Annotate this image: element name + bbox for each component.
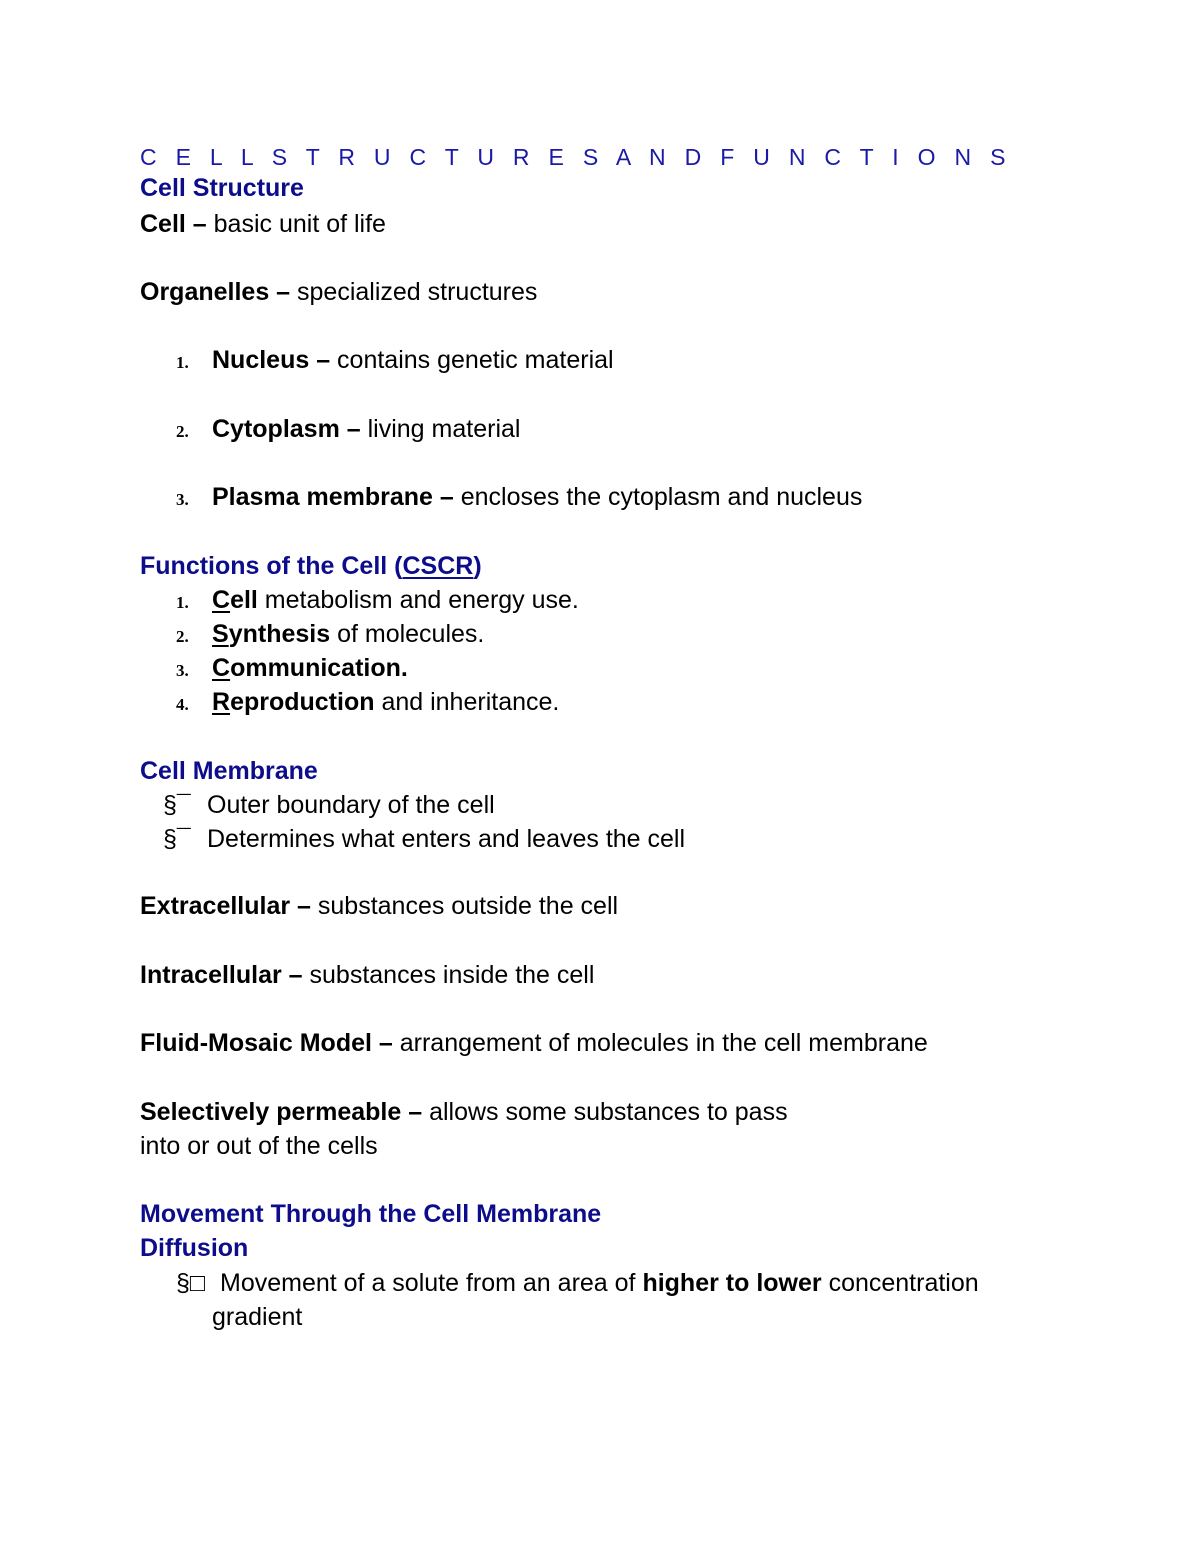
function-item [212,687,559,717]
function-desc: metabolism and energy use. [257,586,579,614]
function-number: 3. [176,661,189,680]
function-item [212,585,579,615]
organelle-item [212,482,862,512]
functions-acronym: CSCR [402,552,474,580]
function-initial: R [212,688,231,716]
cell-structure-heading: Cell Structure [140,174,304,202]
intracellular-definition [140,960,594,990]
diffusion-continuation: gradient [212,1303,303,1331]
bullet-symbol: §¯ [163,791,191,819]
function-term: ynthesis [228,620,331,648]
cell-term: Cell – [140,210,207,238]
function-term: ommunication. [230,654,408,682]
function-initial: S [212,620,229,648]
function-item [212,653,408,683]
extracellular-definition [140,891,618,921]
functions-heading [140,551,482,581]
organelles-term: Organelles – [140,278,291,306]
selectively-permeable-def: allows some substances to pass [422,1098,788,1126]
function-initial: C [212,586,231,614]
bullet-symbol: §□ [176,1269,206,1297]
organelle-item [212,345,614,375]
cell-membrane-heading: Cell Membrane [140,757,318,785]
organelle-def: living material [360,415,521,443]
fluid-mosaic-definition [140,1028,928,1058]
membrane-bullet-item: Outer boundary of the cell [207,791,495,819]
organelle-item [212,414,520,444]
function-desc: and inheritance. [374,688,560,716]
organelle-def: contains genetic material [330,346,614,374]
function-item [212,619,484,649]
diffusion-text-end: concentration [821,1269,979,1297]
organelles-def: specialized structures [290,278,538,306]
organelle-number: 3. [176,490,189,509]
function-term: eproduction [230,688,375,716]
fluid-mosaic-term: Fluid-Mosaic Model – [140,1029,393,1057]
selectively-permeable-term: Selectively permeable – [140,1098,423,1126]
function-initial: C [212,654,231,682]
organelle-term: Cytoplasm – [212,415,361,443]
diffusion-bullet-item [220,1268,979,1298]
function-term: ell [230,586,258,614]
diffusion-text: Movement of a solute from an area of [220,1269,643,1297]
membrane-bullet-item: Determines what enters and leaves the cell [207,825,686,853]
functions-heading-text: Functions of the Cell ( [140,552,403,580]
diffusion-emphasis: higher to lower [642,1269,822,1297]
diffusion-heading: Diffusion [140,1234,249,1262]
intracellular-term: Intracellular – [140,961,303,989]
organelle-number: 2. [176,422,189,441]
intracellular-def: substances inside the cell [302,961,595,989]
function-number: 4. [176,695,189,714]
function-desc: of molecules. [330,620,485,648]
cell-definition [140,209,386,239]
function-number: 2. [176,627,189,646]
bullet-symbol: §¯ [163,825,191,853]
selectively-permeable-continuation: into or out of the cells [140,1132,378,1160]
movement-heading: Movement Through the Cell Membrane [140,1200,602,1228]
organelle-def: encloses the cytoplasm and nucleus [453,483,863,511]
extracellular-term: Extracellular – [140,892,311,920]
selectively-permeable-definition [140,1097,788,1127]
organelles-definition [140,277,537,307]
organelle-number: 1. [176,353,189,372]
extracellular-def: substances outside the cell [310,892,619,920]
organelle-term: Nucleus – [212,346,331,374]
functions-heading-close: ) [473,552,482,580]
function-number: 1. [176,593,189,612]
cell-def: basic unit of life [206,210,386,238]
document-title: C E L L S T R U C T U R E S A N D F U N C T I O N S [140,144,1012,170]
organelle-term: Plasma membrane – [212,483,454,511]
fluid-mosaic-def: arrangement of molecules in the cell membrane [392,1029,928,1057]
